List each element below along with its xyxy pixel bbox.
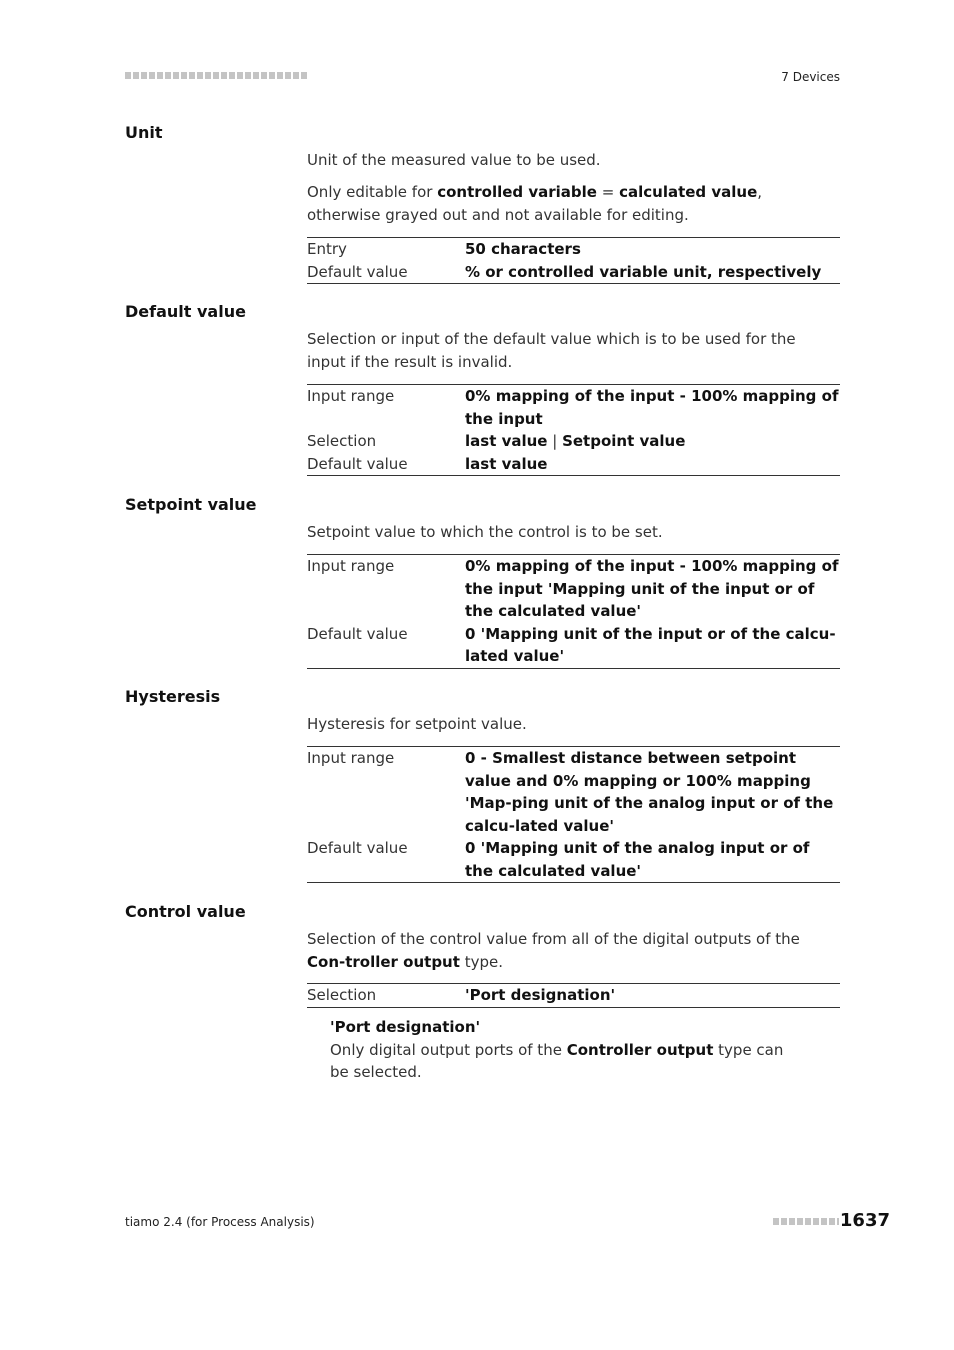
row-key: Selection [307, 986, 377, 1004]
control-value-description: Selection of the control value from all of the digital outputs of the Con-troller output type. [307, 930, 800, 971]
hysteresis-parameter-table [307, 746, 840, 883]
port-designation-text: Only digital output ports of the Controller output type can be selected. [330, 1040, 784, 1081]
row-value: 0 'Mapping unit of the analog input or of the calculated value' [465, 839, 810, 880]
control-value-parameter-table [307, 983, 840, 1008]
unit-description: Unit of the measured value to be used. [307, 151, 601, 169]
row-key: Default value [307, 839, 408, 857]
row-value: 0 'Mapping unit of the input or of the calcu-lated value' [465, 624, 836, 665]
row-key: Default value [307, 624, 408, 643]
table-row [307, 984, 840, 1007]
row-key: Input range [307, 749, 395, 767]
row-value: last value | Setpoint value [465, 432, 686, 450]
row-value: last value [465, 454, 548, 473]
table-row [307, 837, 840, 882]
unit-editability-note: Only editable for controlled variable = calculated value, otherwise grayed out and not available for editing. [307, 183, 763, 224]
section-title-setpoint-value: Setpoint value [125, 495, 257, 514]
row-key: Input range [307, 557, 395, 575]
row-value: 'Port designation' [465, 986, 616, 1004]
table-row [307, 238, 840, 261]
table-row [307, 623, 840, 668]
row-value: 0 - Smallest distance between setpoint value and 0% mapping or 100% mapping 'Map-ping unit of the analog input or of the calcu-lated value' [465, 749, 834, 835]
port-designation-title: 'Port designation' [330, 1018, 481, 1036]
section-title-default-value: Default value [125, 302, 246, 321]
setpoint-description: Setpoint value to which the control is to be set. [307, 523, 663, 541]
row-key: Selection [307, 432, 377, 450]
footer-product-name: tiamo 2.4 (for Process Analysis) [125, 1215, 315, 1229]
table-row [307, 555, 840, 623]
row-key: Entry [307, 240, 347, 258]
table-row [307, 747, 840, 837]
row-value: 0% mapping of the input - 100% mapping of the input 'Mapping unit of the input or of the calculated value' [465, 557, 839, 620]
row-value: 0% mapping of the input - 100% mapping of the input [465, 387, 839, 428]
row-key: Default value [307, 262, 408, 281]
header-decoration [125, 72, 307, 79]
row-value: 50 characters [465, 240, 581, 258]
footer-decoration [773, 1218, 839, 1225]
section-title-control-value: Control value [125, 902, 246, 921]
section-title-unit: Unit [125, 123, 163, 142]
row-key: Input range [307, 387, 395, 405]
default-value-description: Selection or input of the default value which is to be used for the input if the result is invalid. [307, 330, 796, 371]
table-row [307, 385, 840, 430]
table-row [307, 430, 840, 453]
setpoint-parameter-table [307, 554, 840, 669]
table-row [307, 261, 840, 284]
row-key: Default value [307, 454, 408, 473]
chapter-title: 7 Devices [781, 70, 840, 84]
section-title-hysteresis: Hysteresis [125, 687, 221, 706]
table-row [307, 453, 840, 476]
port-designation-note [330, 1016, 830, 1084]
hysteresis-description: Hysteresis for setpoint value. [307, 715, 527, 733]
unit-parameter-table [307, 237, 840, 284]
page-number: 1637 [839, 1210, 890, 1231]
row-value: % or controlled variable unit, respectively [465, 262, 822, 281]
default-value-parameter-table [307, 384, 840, 476]
